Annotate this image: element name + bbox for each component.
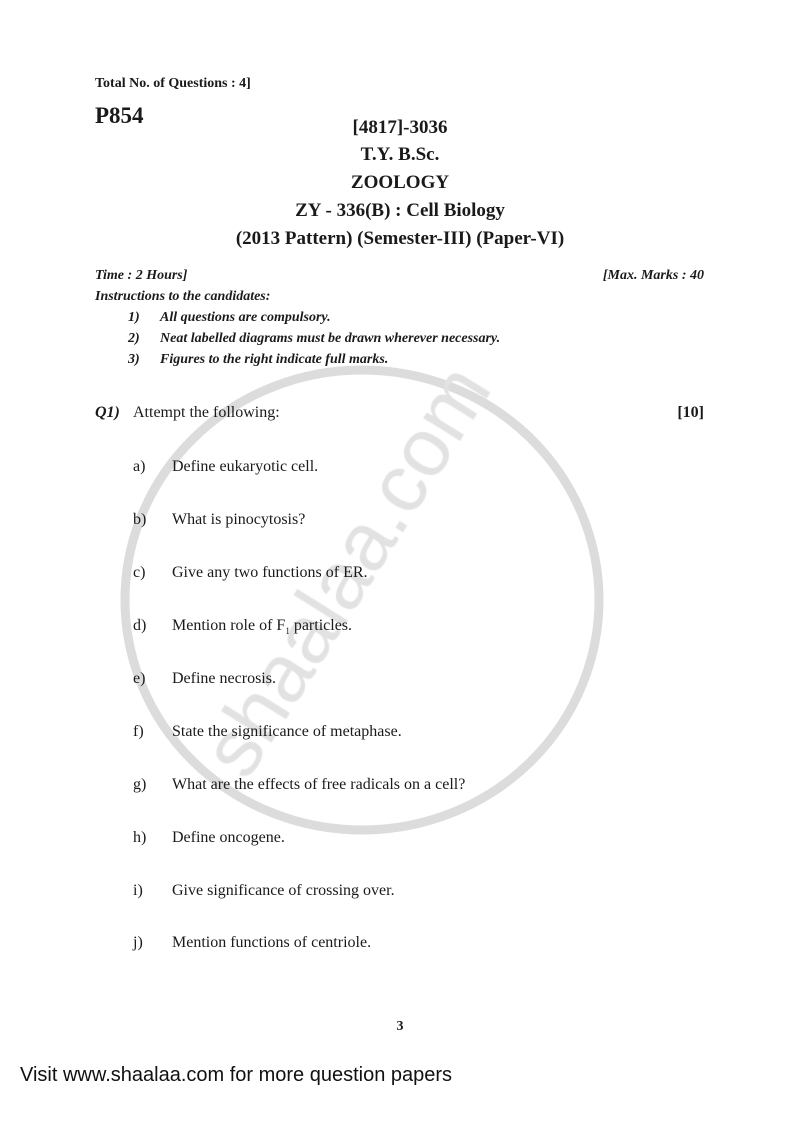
question-text: Attempt the following:: [133, 404, 280, 421]
footer-link-text: Visit www.shaalaa.com for more question papers: [20, 1064, 453, 1086]
item-subscript: 1: [285, 626, 290, 637]
total-questions: Total No. of Questions : 4]: [95, 76, 251, 91]
paper-code: P854: [95, 103, 144, 128]
instructions-heading: Instructions to the candidates:: [95, 289, 271, 304]
paper-title: ZY - 336(B) : Cell Biology: [295, 200, 505, 221]
instruction-text: All questions are compulsory.: [160, 310, 331, 325]
item-text: State the significance of metaphase.: [172, 723, 402, 740]
item-letter: h): [133, 829, 147, 846]
item-text-after: particles.: [289, 617, 353, 634]
pattern: (2013 Pattern) (Semester-III) (Paper-VI): [235, 228, 565, 249]
item-text: [172, 616, 352, 641]
item-letter: b): [133, 511, 147, 528]
instruction-num: 2): [128, 331, 140, 346]
course: T.Y. B.Sc.: [360, 144, 440, 165]
question-label: Q1): [95, 404, 120, 421]
time: Time : 2 Hours]: [95, 268, 188, 283]
item-text: Mention functions of centriole.: [172, 934, 372, 951]
instruction-text: Figures to the right indicate full marks.: [160, 352, 389, 367]
subject: ZOOLOGY: [350, 172, 450, 193]
item-text: What is pinocytosis?: [172, 511, 306, 528]
max-marks: [Max. Marks : 40: [602, 268, 704, 283]
item-letter: c): [133, 564, 146, 581]
item-text: Define oncogene.: [172, 829, 285, 846]
instruction-num: 1): [128, 310, 140, 325]
exam-code: [4817]-3036: [352, 117, 448, 138]
instruction-num: 3): [128, 352, 140, 367]
item-letter: g): [133, 776, 147, 793]
item-text: Give any two functions of ER.: [172, 564, 368, 581]
item-letter: e): [133, 670, 146, 687]
item-text: What are the effects of free radicals on a cell?: [172, 776, 466, 793]
item-letter: j): [133, 934, 143, 951]
item-text: Give significance of crossing over.: [172, 882, 395, 899]
page-number: 3: [396, 1019, 404, 1034]
item-letter: i): [133, 882, 143, 899]
item-text: Define eukaryotic cell.: [172, 458, 319, 475]
item-letter: f): [133, 723, 144, 740]
question-marks: [10]: [677, 404, 704, 421]
instruction-text: Neat labelled diagrams must be drawn wherever necessary.: [160, 331, 501, 346]
item-text-before: Mention role of F: [172, 617, 286, 634]
item-text: Define necrosis.: [172, 670, 276, 687]
item-letter: a): [133, 458, 146, 475]
item-letter: d): [133, 617, 147, 634]
